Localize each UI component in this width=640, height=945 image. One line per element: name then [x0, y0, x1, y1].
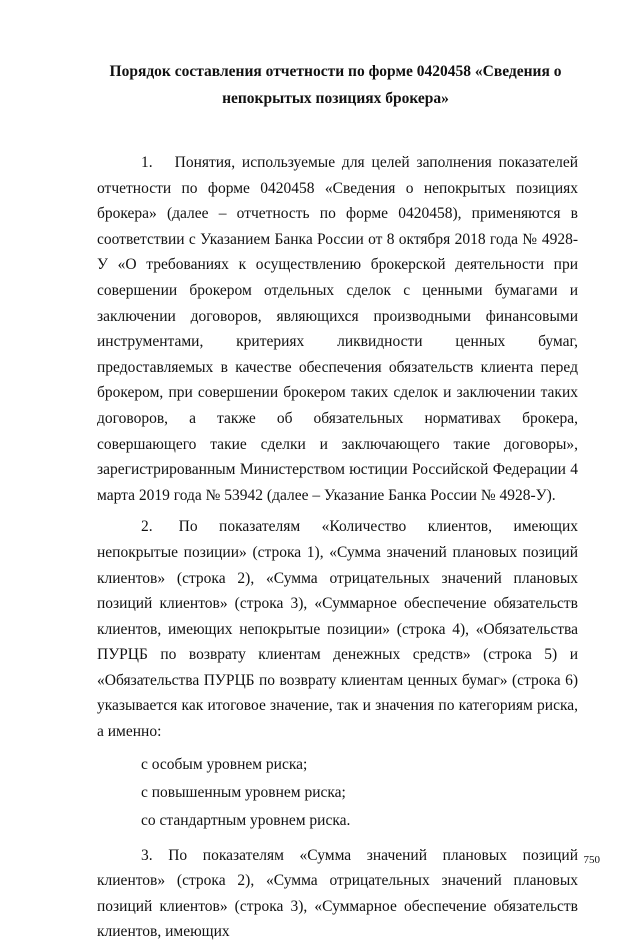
- risk-item: с повышенным уровнем риска;: [141, 783, 346, 801]
- paragraph-3-text: По показателям «Сумма значений плановых позиций клиентов» (строка 2), «Сумма отрицательных значений плановых позиций клиентов» (строка 3), «Суммарное обеспечение обязательств клиентов, имеющих: [97, 846, 578, 941]
- document-title: [97, 58, 578, 112]
- paragraph-1: [97, 150, 578, 508]
- paragraph-3-number: 3.: [141, 846, 153, 864]
- risk-category-list: [97, 751, 578, 835]
- paragraph-2-number: 2.: [141, 518, 153, 536]
- risk-item: с особым уровнем риска;: [141, 755, 308, 773]
- paragraph-2: [97, 514, 578, 744]
- paragraph-1-number: 1.: [141, 154, 153, 171]
- paragraph-2-text: По показателям «Количество клиентов, имеющих непокрытые позиции» (строка 1), «Сумма значений плановых позиций клиентов» (строка 2), «Сумма отрицательных значений плановых позиций клиентов» (строка 3), «Суммарное обеспечение обязательств клиентов, имеющих непокрытые позиции» (строка 4), «Обязательства ПУРЦБ по возврату клиентам денежных средств» (строка 5) и «Обязательства ПУРЦБ по возврату клиентам ценных бумаг» (строка 6) указывается как итоговое значение, так и значения по категориям риска, а именно:: [97, 518, 578, 741]
- paragraph-3: [97, 843, 578, 945]
- page-number: 750: [583, 854, 600, 866]
- title-line-1: Порядок составления отчетности по форме 0420458 «Сведения о: [109, 63, 562, 80]
- title-line-2: непокрытых позициях брокера»: [222, 90, 449, 107]
- paragraph-1-text: Понятия, используемые для целей заполнения показателей отчетности по форме 0420458 «Сведения о непокрытых позициях брокера» (далее – отчетность по форме 0420458), применяются в соответствии с Указанием Банка России от 8 октября 2018 года № 4928-У «О требованиях к осуществлению брокерской деятельности при совершении брокером отдельных сделок с ценными бумагами и заключении договоров, являющихся производными финансовыми инструментами, критериях ликвидности ценных бумаг, предоставляемых в качестве обеспечения обязательств клиента перед брокером, при совершении брокером таких сделок и заключении таких договоров, а также об обязательных нормативах брокера, совершающего такие сделки и заключающего такие договоры», зарегистрированным Министерством юстиции Российской Федерации 4 марта 2019 года № 53942 (далее – Указание Банка России № 4928-У).: [97, 154, 578, 504]
- risk-item: со стандартным уровнем риска.: [141, 811, 351, 829]
